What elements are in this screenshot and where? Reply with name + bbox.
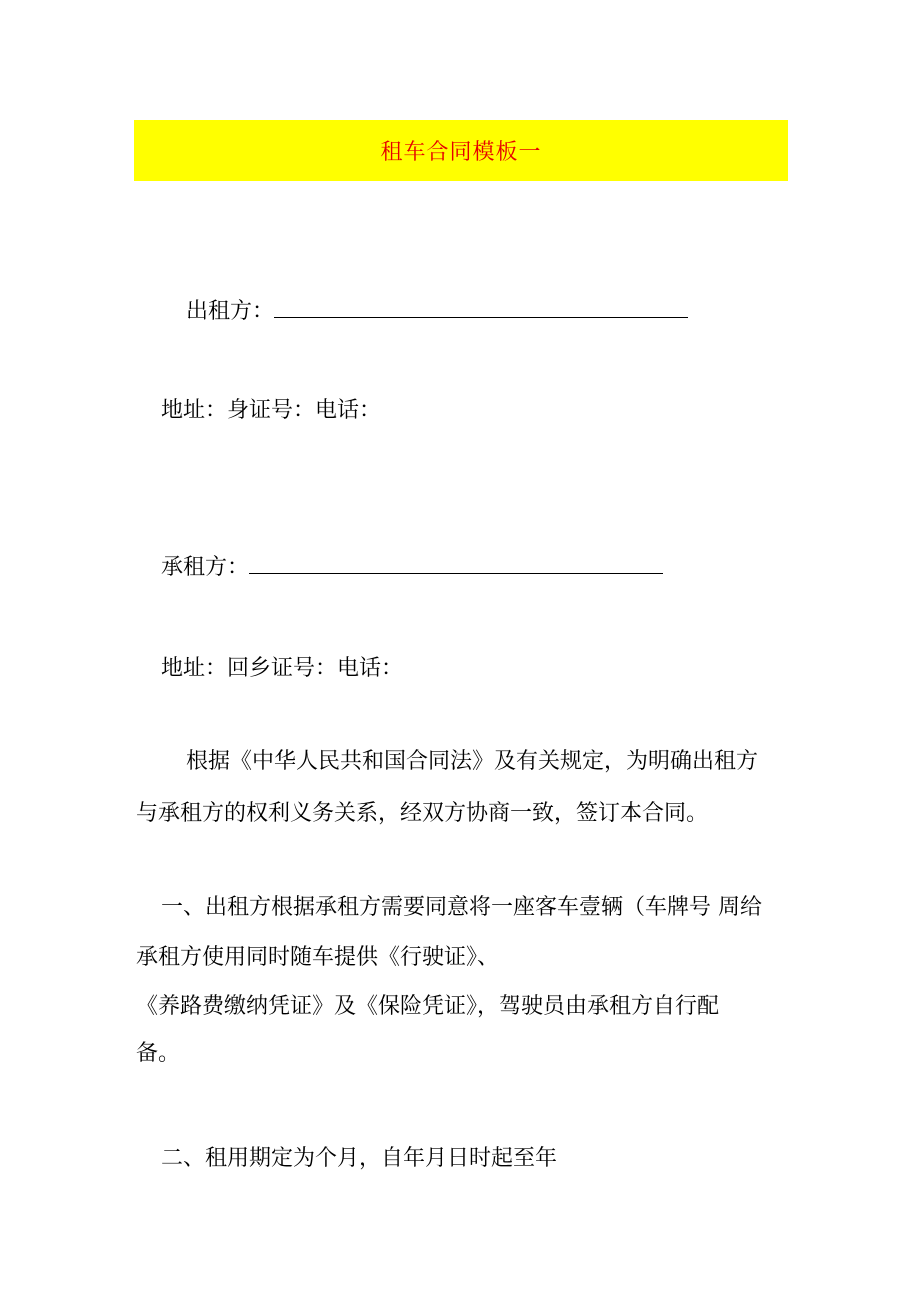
clause-1-line-1: 一、出租方根据承租方需要同意将一座客车壹辆（车牌号 周给: [161, 895, 762, 920]
lessor-info-line: 地址：身证号：电话：: [161, 398, 382, 423]
document-title: 租车合同模板一: [380, 140, 542, 165]
title-banner: [134, 120, 788, 181]
clause-1-line-2: 承租方使用同时随车提供《行驶证》、: [136, 945, 500, 970]
lessee-blank-line: [249, 549, 663, 574]
intro-paragraph-line-2: 与承租方的权利义务关系，经双方协商一致，签订本合同。: [136, 801, 709, 826]
lessee-row: [161, 549, 663, 582]
clause-1-line-4: 备。: [136, 1041, 181, 1066]
intro-paragraph-line-1: 根据《中华人民共和国合同法》及有关规定，为明确出租方: [186, 749, 759, 774]
lessor-row: [186, 293, 688, 326]
lessee-info-line: 地址：回乡证号：电话：: [161, 656, 404, 681]
clause-2-line-1: 二、租用期定为个月，自年月日时起至年: [161, 1146, 558, 1171]
lessor-label: 出租方：: [186, 299, 275, 324]
lessor-blank-line: [274, 293, 688, 318]
lessee-label: 承租方：: [161, 555, 250, 580]
clause-1-line-3: 《养路费缴纳凭证》及《保险凭证》，驾驶员由承租方自行配: [136, 994, 720, 1019]
